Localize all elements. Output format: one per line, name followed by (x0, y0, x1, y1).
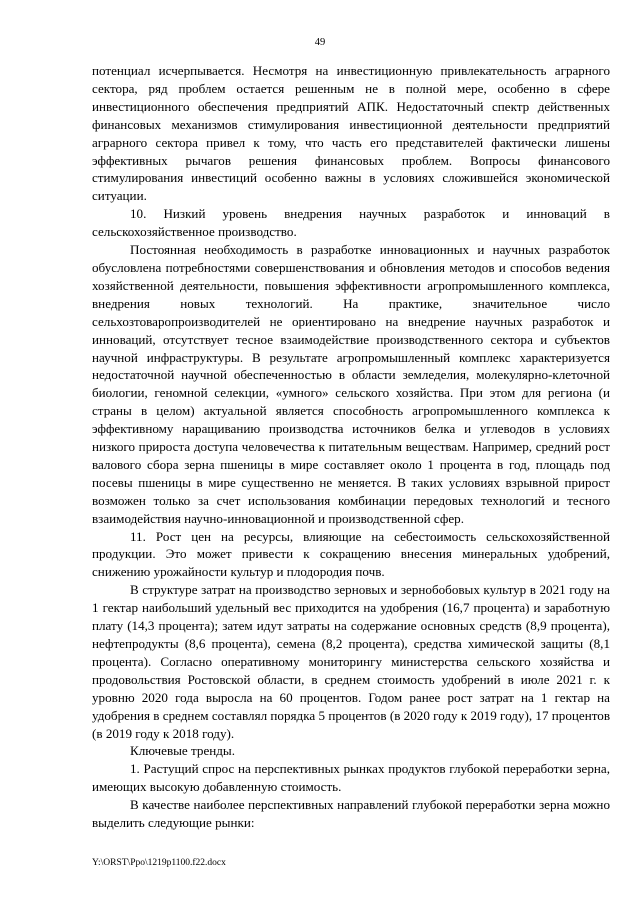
page-number: 49 (314, 37, 326, 48)
paragraph-trend-1: 1. Растущий спрос на перспективных рынках продуктов глубокой переработки зерна, имеющих высокую добавленную стоимость. (92, 761, 610, 795)
paragraph-heading-11: 11. Рост цен на ресурсы, влияющие на себестоимость сельскохозяйственной продукции. Это может привести к сокращению внесения минеральных удобрений, снижению урожайности культур и плодородия почв. (92, 528, 610, 580)
paragraph-costs: В структуре затрат на производство зерновых и зернобобовых культур в 2021 году на 1 гектар наибольший удельный вес приходится на удобрения (16,7 процента) и заработную плату (14,3 процента); затем идут затраты на содержание основных средств (8,9 процента), нефтепродукты (8,6 процента), семена (8,2 процента), средства химической защиты (8,1 процента). Согласно оперативному мониторингу министерства сельского хозяйства и продовольствия Ростовской области, в среднем стоимость удобрений в июле 2021 г. к уровню 2020 года выросла на 60 процентов. Годом ранее рост затрат на 1 гектар на удобрения в среднем составлял порядка 5 процентов (в 2020 году к 2019 году), 17 процентов (в 2019 году к 2018 году). (92, 582, 610, 741)
paragraph-continuation: потенциал исчерпывается. Несмотря на инвестиционную привлекательность аграрного сектора, ряд проблем остается решенным не в полной мере, особенно в сфере инвестиционного обеспечения предприятий АПК. Недостаточный спектр действенных финансовых механизмов стимулирования инвестиционной деятельности предприятий аграрного сектора привел к тому, что часть его представителей фактически лишены эффективных рычагов решения финансовых проблем. Вопросы финансового стимулирования инвестиций особенно важны в условиях сложившейся экономической ситуации. (92, 63, 610, 204)
paragraph-markets-intro: В качестве наиболее перспективных направлений глубокой переработки зерна можно выделить следующие рынки: (92, 797, 610, 831)
footer-file-path: Y:\ORST\Ppo\1219p1100.f22.docx (92, 858, 226, 868)
document-body (92, 62, 610, 832)
paragraph-key-trends: Ключевые тренды. (130, 743, 235, 759)
paragraph-heading-10: 10. Низкий уровень внедрения научных разработок и инноваций в сельскохозяйственное производство. (92, 206, 610, 240)
paragraph-innovation: Постоянная необходимость в разработке инновационных и научных разработок обусловлена потребностями совершенствования и обновления методов и способов ведения хозяйственной деятельности, повышения эффективности агропромышленного комплекса, внедрения новых технологий. На практике, значительное число сельхозтоваропроизводителей не ориентировано на внедрение научных разработок и инноваций, отсутствует тесное взаимодействие производственного сектора и субъектов научной инфраструктуры. В результате агропромышленный комплекс характеризуется недостаточной научной обеспеченностью в области земледелия, молекулярно-клеточной биологии, геномной селекции, «умного» сельского хозяйства. При этом для региона (и страны в целом) актуальной является способность агропромышленного комплекса к эффективному наращиванию производства источников белка и углеводов в условиях низкого прироста доступа человечества к питательным веществам. Например, средний рост валового сбора зерна пшеницы в мире составляет около 1 процента в год, площадь под посевы пшеницы в мире существенно не меняется. В таких условиях взрывной прирост возможен только за счет использования комбинации передовых технологий и тесного взаимодействия научно-инновационной и производственной сфер. (92, 242, 610, 526)
